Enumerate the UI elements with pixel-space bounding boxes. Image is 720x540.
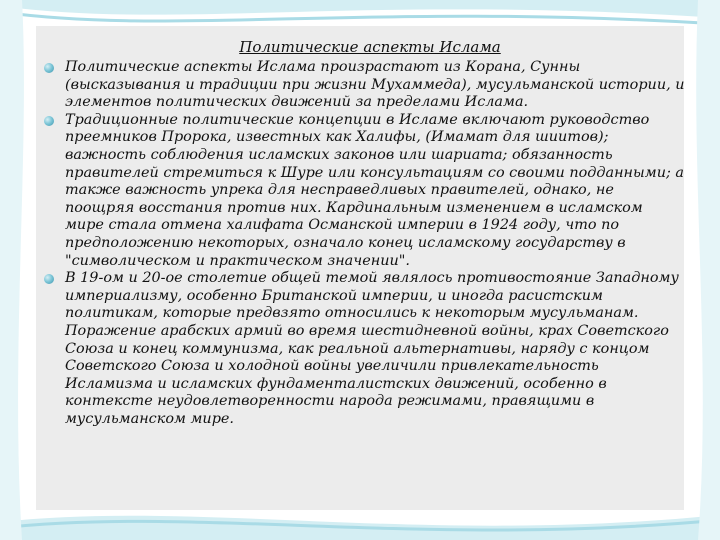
circle-bullet-icon [44,63,54,73]
bullet-list [44,59,686,428]
bullet-text: В 19-ом и 20-ое столетие общей темой являлось противостояние Западному империализму, особенно Британской империи, и иногда расистским политикам, которые предвзято относились к некоторым мусульманам. Поражение арабских армий во время шестидневной войны, крах Советского Союза и конец коммунизма, как реальной альтернативы, наряду с концом Советского Союза и холодной войны увеличили привлекательность Исламизма и исламских фундаменталистских движений, особенно в контексте неудовлетворенности народа режимами, правящими в мусульманском мире. [65,270,679,427]
slide-title: Политические аспекты Ислама [239,38,501,56]
left-wave-stripe [0,0,24,540]
right-wave-stripe [696,0,720,540]
bullet-item [44,112,686,270]
top-wave-stripe [0,0,720,18]
bullet-item [44,59,686,112]
circle-bullet-icon [44,116,54,126]
bullet-text: Политические аспекты Ислама произрастают из Корана, Сунны (высказывания и традиции при жизни Мухаммеда), мусульманской истории, и элементов политических движений за пределами Ислама. [65,59,685,111]
circle-bullet-icon [44,274,54,284]
bullet-item [44,270,686,428]
bullet-text: Традиционные политические концепции в Исламе включают руководство преемников Пророка, известных как Халифы, (Имамат для шиитов); важность соблюдения исламских законов или шариата; обязанность правителей стремиться к Шуре или консультациям со своими подданными; а также важность упрека для несправедливых правителей, однако, не поощряя восстания против них. Кардинальным изменением в исламском мире стала отмена халифата Османской империи в 1924 году, что по предположению некоторых, означало конец исламскому государству в "символическом и практическом значении". [65,111,684,269]
